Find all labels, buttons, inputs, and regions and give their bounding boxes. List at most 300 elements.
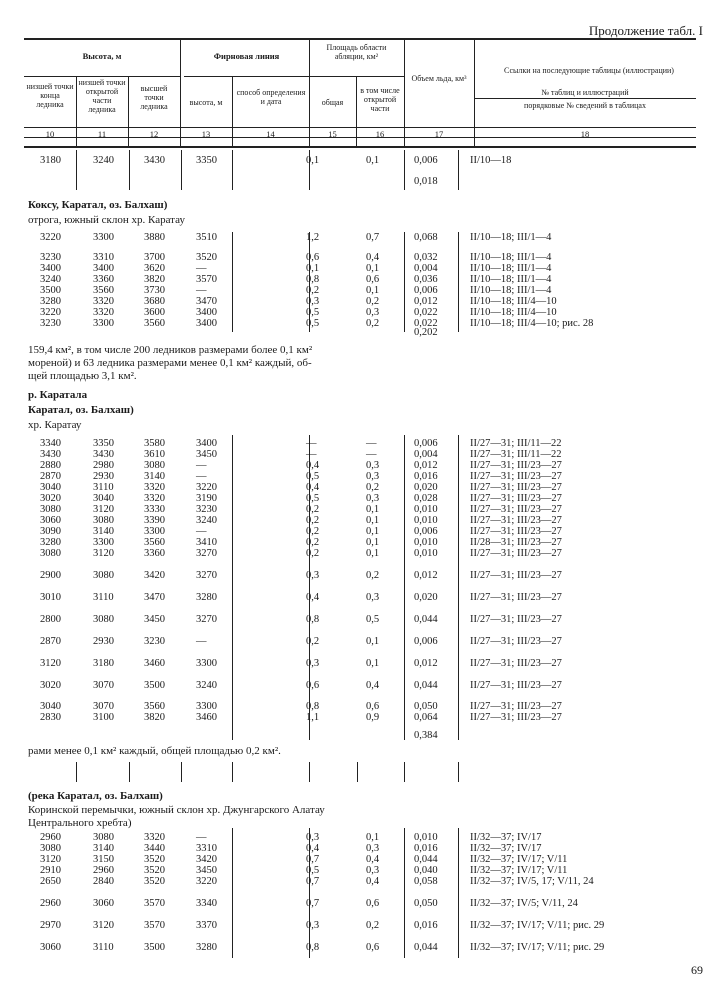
header-ablation-open: в том числе открытой части xyxy=(360,86,400,113)
table-cell: 0,4 xyxy=(306,843,320,854)
table-cell: 3220 xyxy=(196,876,217,887)
table-cell: 0,3 xyxy=(306,296,320,307)
table-cell: 0,016 xyxy=(414,920,438,931)
col-number: 10 xyxy=(45,129,55,139)
table-cell: II/10—18; III/4—10; рис. 28 xyxy=(470,318,594,329)
table-cell: 0,7 xyxy=(366,232,380,243)
table-header xyxy=(24,38,696,148)
table-cell: II/27—31; III/23—27 xyxy=(470,526,562,537)
table-cell: 2650 xyxy=(40,876,61,887)
table-cell: 3560 xyxy=(144,318,165,329)
table-cell: II/27—31; III/23—27 xyxy=(470,570,562,581)
table-cell: 2870 xyxy=(40,636,61,647)
table-cell: 3360 xyxy=(93,274,114,285)
table-cell: 3230 xyxy=(196,504,217,515)
table-cell: II/27—31; III/23—27 xyxy=(470,515,562,526)
table-cell: 3280 xyxy=(196,942,217,953)
page-number: 69 xyxy=(691,963,703,977)
table-cell: 0,3 xyxy=(366,592,380,603)
table-cell: 0,2 xyxy=(306,526,320,537)
table-cell: 0,004 xyxy=(414,449,438,460)
table-cell: 0,044 xyxy=(414,680,438,691)
total-row: 0,384 xyxy=(414,730,438,741)
table-cell: 3730 xyxy=(144,285,165,296)
column-rule xyxy=(357,762,358,782)
table-cell: 0,4 xyxy=(366,854,380,865)
table-cell: 3340 xyxy=(40,438,61,449)
table-cell: 3450 xyxy=(196,449,217,460)
table-cell: II/27—31; III/11—22 xyxy=(470,438,562,449)
table-cell: 3080 xyxy=(93,832,114,843)
table-cell: 3040 xyxy=(40,482,61,493)
column-rule xyxy=(181,762,182,782)
table-cell: 3560 xyxy=(144,701,165,712)
table-cell: 3560 xyxy=(93,285,114,296)
table-cell: 0,5 xyxy=(306,865,320,876)
table-cell: 0,3 xyxy=(366,843,380,854)
table-cell: 0,010 xyxy=(414,537,438,548)
column-rule xyxy=(404,762,405,782)
table-cell: II/32—37; IV/5; V/11, 24 xyxy=(470,898,578,909)
table-row xyxy=(0,548,725,559)
table-cell: 0,1 xyxy=(366,515,380,526)
table-cell: 3520 xyxy=(144,865,165,876)
table-cell: 3470 xyxy=(196,296,217,307)
table-cell: 0,2 xyxy=(306,504,320,515)
table-cell: 0,022 xyxy=(414,318,438,329)
table-cell: 0,5 xyxy=(306,493,320,504)
table-cell: 1,1 xyxy=(306,712,320,723)
note-line: щей площадью 3,1 км². xyxy=(28,370,137,382)
table-cell: — xyxy=(196,526,207,537)
table-cell: 3300 xyxy=(93,232,114,243)
table-cell: 0,4 xyxy=(306,482,320,493)
table-cell: 3080 xyxy=(93,515,114,526)
table-cell: II/10—18; III/1—4 xyxy=(470,274,552,285)
table-cell: 0,3 xyxy=(366,307,380,318)
table-cell: 3010 xyxy=(40,592,61,603)
table-cell: 3230 xyxy=(40,318,61,329)
table-cell: 0,2 xyxy=(366,318,380,329)
table-cell: II/10—18; III/1—4 xyxy=(470,285,552,296)
table-cell: II/27—31; III/23—27 xyxy=(470,471,562,482)
table-cell: II/27—31; III/23—27 xyxy=(470,493,562,504)
table-cell: 3080 xyxy=(40,548,61,559)
table-cell: 2960 xyxy=(40,832,61,843)
table-cell: 3080 xyxy=(93,614,114,625)
table-cell: 3420 xyxy=(196,854,217,865)
table-row xyxy=(0,843,725,854)
table-row xyxy=(0,307,725,318)
table-row xyxy=(0,274,725,285)
table-cell: 0,012 xyxy=(414,570,438,581)
table-cell: 3450 xyxy=(144,614,165,625)
table-cell: 3300 xyxy=(196,701,217,712)
table-cell: 3390 xyxy=(144,515,165,526)
table-cell: 3320 xyxy=(144,493,165,504)
table-cell: 3520 xyxy=(144,854,165,865)
table-cell: 2830 xyxy=(40,712,61,723)
table-cell: 3060 xyxy=(40,515,61,526)
header-lowest-point: низшей точки конца ледника xyxy=(26,82,74,109)
table-cell: 0,4 xyxy=(366,876,380,887)
table-cell: 0,012 xyxy=(414,296,438,307)
header-refs-tables: № таблиц и иллюстраций xyxy=(541,88,629,97)
table-cell: 0,8 xyxy=(306,614,320,625)
table-cell: 3080 xyxy=(144,460,165,471)
table-cell: II/27—31; III/23—27 xyxy=(470,701,562,712)
table-cell: 3280 xyxy=(40,296,61,307)
table-cell: 3700 xyxy=(144,252,165,263)
table-cell: 3370 xyxy=(196,920,217,931)
table-cell: 0,8 xyxy=(306,942,320,953)
col-number: 13 xyxy=(201,129,211,139)
table-cell: 3320 xyxy=(144,482,165,493)
table-row xyxy=(0,526,725,537)
table-cell: 0,5 xyxy=(306,307,320,318)
table-cell: 0,6 xyxy=(366,942,380,953)
table-cell: II/27—31; III/23—27 xyxy=(470,680,562,691)
table-cell: 3680 xyxy=(144,296,165,307)
table-cell: 2960 xyxy=(93,865,114,876)
table-cell: 0,9 xyxy=(366,712,380,723)
table-cell: II/27—31; III/11—22 xyxy=(470,449,562,460)
table-cell: 3280 xyxy=(40,537,61,548)
table-cell: 0,6 xyxy=(306,680,320,691)
table-cell: 0,032 xyxy=(414,252,438,263)
header-firn-group: Фирновая линия xyxy=(213,51,280,61)
table-cell: 3230 xyxy=(40,252,61,263)
table-cell: II/10—18; III/1—4 xyxy=(470,263,552,274)
table-cell: 3320 xyxy=(93,296,114,307)
table-cell: — xyxy=(306,449,317,460)
table-cell: 3220 xyxy=(40,232,61,243)
table-row xyxy=(0,515,725,526)
table-cell: 3310 xyxy=(196,843,217,854)
table-row xyxy=(0,920,725,931)
table-cell: II/10—18; III/4—10 xyxy=(470,307,557,318)
table-cell: 0,2 xyxy=(366,296,380,307)
table-row xyxy=(0,701,725,712)
table-cell: 3400 xyxy=(196,307,217,318)
table-cell: 0,4 xyxy=(306,460,320,471)
table-cell: 0,3 xyxy=(306,920,320,931)
table-cell: 3570 xyxy=(196,274,217,285)
table-cell: 0,010 xyxy=(414,515,438,526)
table-cell: 0,058 xyxy=(414,876,438,887)
table-cell: II/32—37; IV/17; V/11 xyxy=(470,865,568,876)
table-cell: 2800 xyxy=(40,614,61,625)
table-cell: 3320 xyxy=(144,832,165,843)
table-cell: 3500 xyxy=(144,680,165,691)
table-cell: II/10—18; III/4—10 xyxy=(470,296,557,307)
table-cell: 3090 xyxy=(40,526,61,537)
table-cell: 0,8 xyxy=(306,701,320,712)
running-header: Продолжение табл. I xyxy=(588,23,703,38)
table-row xyxy=(0,854,725,865)
column-rule xyxy=(129,762,130,782)
table-cell: 0,6 xyxy=(366,701,380,712)
table-cell: — xyxy=(196,263,207,274)
note-line: мореной) и 63 ледника размерами менее 0,1 км² каждый, об- xyxy=(28,357,312,369)
table-cell: 0,8 xyxy=(306,274,320,285)
table-cell: 3080 xyxy=(40,504,61,515)
table-cell: 0,5 xyxy=(306,471,320,482)
table-cell: 3400 xyxy=(93,263,114,274)
table-cell: 0,012 xyxy=(414,658,438,669)
table-cell: — xyxy=(366,438,377,449)
table-cell: 3280 xyxy=(196,592,217,603)
table-row xyxy=(0,493,725,504)
table-cell: — xyxy=(196,471,207,482)
section-subtitle: Центрального хребта) xyxy=(28,817,132,829)
table-row xyxy=(0,898,725,909)
total-row: 0,018 xyxy=(414,176,438,187)
table-cell: 0,1 xyxy=(366,548,380,559)
table-cell: 0,1 xyxy=(366,537,380,548)
table-cell: 0,3 xyxy=(366,865,380,876)
table-cell: 0,2 xyxy=(306,515,320,526)
table-cell: 3300 xyxy=(196,658,217,669)
table-row xyxy=(0,636,725,647)
table-cell: 2870 xyxy=(40,471,61,482)
header-firn-height: высота, м xyxy=(189,98,223,107)
table-row xyxy=(0,482,725,493)
table-cell: II/27—31; III/23—27 xyxy=(470,482,562,493)
column-rule xyxy=(309,762,310,782)
table-cell: II/32—37; IV/17 xyxy=(470,832,542,843)
table-cell: 3080 xyxy=(93,570,114,581)
header-firn-method: способ определения и дата xyxy=(236,88,306,106)
table-cell: 3350 xyxy=(93,438,114,449)
section-title: (река Каратал, оз. Балхаш) xyxy=(28,790,163,802)
table-cell: 0,028 xyxy=(414,493,438,504)
table-cell: 0,020 xyxy=(414,482,438,493)
table-cell: — xyxy=(366,449,377,460)
table-cell: 0,2 xyxy=(366,920,380,931)
table-cell: 3140 xyxy=(144,471,165,482)
table-cell: 3570 xyxy=(144,898,165,909)
table-row xyxy=(0,449,725,460)
table-cell: 2930 xyxy=(93,471,114,482)
table-row xyxy=(0,592,725,603)
table-row xyxy=(0,680,725,691)
table-cell: 0,2 xyxy=(366,570,380,581)
table-cell: 2980 xyxy=(93,460,114,471)
table-row xyxy=(0,460,725,471)
table-cell: 0,6 xyxy=(306,252,320,263)
section-title: Коксу, Каратал, оз. Балхаш) xyxy=(28,199,168,211)
table-cell: 0,016 xyxy=(414,843,438,854)
table-cell: — xyxy=(196,832,207,843)
table-cell: 3880 xyxy=(144,232,165,243)
table-row xyxy=(0,438,725,449)
table-row xyxy=(0,712,725,723)
column-rule xyxy=(76,762,77,782)
table-cell: 3520 xyxy=(196,252,217,263)
table-cell: 0,1 xyxy=(366,285,380,296)
table-cell: 3430 xyxy=(40,449,61,460)
table-cell: 3240 xyxy=(40,274,61,285)
table-cell: 3140 xyxy=(93,526,114,537)
header-volume: Объем льда, км³ xyxy=(411,74,467,83)
table-cell: 3110 xyxy=(93,942,114,953)
table-cell: II/32—37; IV/17 xyxy=(470,843,542,854)
table-cell: II/27—31; III/23—27 xyxy=(470,460,562,471)
table-cell: 3240 xyxy=(196,680,217,691)
header-height-group: Высота, м xyxy=(82,51,122,61)
table-cell: 3400 xyxy=(196,438,217,449)
table-cell: 0,064 xyxy=(414,712,438,723)
table-cell: 3320 xyxy=(93,307,114,318)
table-cell: 3220 xyxy=(40,307,61,318)
table-cell: 3040 xyxy=(93,493,114,504)
table-cell: 3420 xyxy=(144,570,165,581)
header-highest-point: высшей точки ледника xyxy=(140,84,168,111)
header-refs-order: порядковые № сведений в таблицах xyxy=(524,101,646,110)
table-cell: 3580 xyxy=(144,438,165,449)
table-cell: 3070 xyxy=(93,701,114,712)
table-cell: 0,1 xyxy=(366,526,380,537)
table-cell: 3270 xyxy=(196,614,217,625)
table-cell: II/32—37; IV/5, 17; V/11, 24 xyxy=(470,876,594,887)
table-cell: 3610 xyxy=(144,449,165,460)
table-cell: 3060 xyxy=(93,898,114,909)
table-row xyxy=(0,285,725,296)
table-cell: 2910 xyxy=(40,865,61,876)
table-cell: 3270 xyxy=(196,570,217,581)
table-cell: 3340 xyxy=(196,898,217,909)
table-cell: 3600 xyxy=(144,307,165,318)
table-row xyxy=(0,537,725,548)
table-cell: 0,006 xyxy=(414,285,438,296)
table-cell: 3330 xyxy=(144,504,165,515)
table-cell: 3450 xyxy=(196,865,217,876)
table-cell: 3020 xyxy=(40,680,61,691)
table-cell: 3820 xyxy=(144,712,165,723)
table-cell: 3100 xyxy=(93,712,114,723)
table-cell: 0,1 xyxy=(366,504,380,515)
table-cell: 0,3 xyxy=(366,471,380,482)
col-number: 12 xyxy=(149,129,159,139)
table-cell: 0,7 xyxy=(306,898,320,909)
table-cell: 3080 xyxy=(40,843,61,854)
table-row xyxy=(0,876,725,887)
section-subtitle: хр. Каратау xyxy=(28,419,82,431)
table-cell: 3460 xyxy=(196,712,217,723)
table-row: 3180 3240 3430 3350 0,1 0,1 0,006 II/10—18 xyxy=(40,155,512,166)
table-cell: 0,1 xyxy=(366,658,380,669)
table-cell: 3040 xyxy=(40,701,61,712)
table-row xyxy=(0,942,725,953)
table-cell: 3110 xyxy=(93,482,114,493)
table-cell: — xyxy=(196,460,207,471)
table-cell: 0,2 xyxy=(366,482,380,493)
table-row xyxy=(0,471,725,482)
table-cell: 3020 xyxy=(40,493,61,504)
table-cell: 3360 xyxy=(144,548,165,559)
col-number: 18 xyxy=(580,129,590,139)
header-ablation-group: Площадь области абляции, км² xyxy=(326,43,387,61)
table-cell: II/27—31; III/23—27 xyxy=(470,636,562,647)
table-cell: 3470 xyxy=(144,592,165,603)
table-cell: 3060 xyxy=(40,942,61,953)
table-row xyxy=(0,570,725,581)
table-cell: II/27—31; III/23—27 xyxy=(470,504,562,515)
table-cell: 0,2 xyxy=(306,548,320,559)
header-refs: Ссылки на последующие таблицы (иллюстрации) xyxy=(504,66,674,75)
table-cell: 3500 xyxy=(144,942,165,953)
table-cell: 0,3 xyxy=(366,460,380,471)
table-cell: 2970 xyxy=(40,920,61,931)
table-cell: 3270 xyxy=(196,548,217,559)
table-cell: 3310 xyxy=(93,252,114,263)
table-cell: 3460 xyxy=(144,658,165,669)
table-cell: II/27—31; III/23—27 xyxy=(470,658,562,669)
table-cell: II/32—37; IV/17; V/11; рис. 29 xyxy=(470,920,605,931)
table-cell: 0,044 xyxy=(414,854,438,865)
table-cell: II/27—31; III/23—27 xyxy=(470,614,562,625)
table-cell: 0,6 xyxy=(366,274,380,285)
table-cell: II/28—31; III/23—27 xyxy=(470,537,562,548)
table-cell: 0,3 xyxy=(306,658,320,669)
table-row xyxy=(0,296,725,307)
table-row xyxy=(0,263,725,274)
table-cell: 1,2 xyxy=(306,232,320,243)
table-cell: 3620 xyxy=(144,263,165,274)
col-number: 17 xyxy=(434,129,444,139)
table-cell: 3300 xyxy=(144,526,165,537)
table-cell: 0,5 xyxy=(306,318,320,329)
table-row xyxy=(0,232,725,243)
table-cell: 3120 xyxy=(93,504,114,515)
section-subtitle: Коринской перемычки, южный склон хр. Джунгарского Алатау xyxy=(28,804,325,816)
table-cell: 0,022 xyxy=(414,307,438,318)
table-cell: 2880 xyxy=(40,460,61,471)
table-cell: 3150 xyxy=(93,854,114,865)
table-cell: 0,6 xyxy=(366,898,380,909)
table-cell: 0,006 xyxy=(414,526,438,537)
table-cell: 0,040 xyxy=(414,865,438,876)
table-row xyxy=(0,614,725,625)
table-cell: 0,010 xyxy=(414,548,438,559)
header-ablation-total: общая xyxy=(321,98,344,107)
table-cell: 0,3 xyxy=(306,832,320,843)
table-cell: II/32—37; IV/17; V/11 xyxy=(470,854,568,865)
table-row xyxy=(0,658,725,669)
table-cell: 3240 xyxy=(196,515,217,526)
table-cell: 2840 xyxy=(93,876,114,887)
table-cell: 0,010 xyxy=(414,832,438,843)
table-cell: 0,1 xyxy=(366,832,380,843)
table-cell: 2900 xyxy=(40,570,61,581)
table-cell: II/32—37; IV/17; V/11; рис. 29 xyxy=(470,942,605,953)
table-cell: 0,006 xyxy=(414,438,438,449)
table-cell: 2960 xyxy=(40,898,61,909)
table-cell: 3120 xyxy=(40,658,61,669)
table-cell: 2930 xyxy=(93,636,114,647)
table-cell: 3220 xyxy=(196,482,217,493)
table-cell: 0,050 xyxy=(414,898,438,909)
table-cell: — xyxy=(196,285,207,296)
table-cell: II/27—31; III/23—27 xyxy=(470,548,562,559)
table-cell: II/27—31; III/23—27 xyxy=(470,712,562,723)
table-cell: 3400 xyxy=(196,318,217,329)
table-cell: 0,044 xyxy=(414,614,438,625)
table-row xyxy=(0,832,725,843)
river-title: р. Каратала xyxy=(28,389,88,401)
table-cell: 3430 xyxy=(93,449,114,460)
